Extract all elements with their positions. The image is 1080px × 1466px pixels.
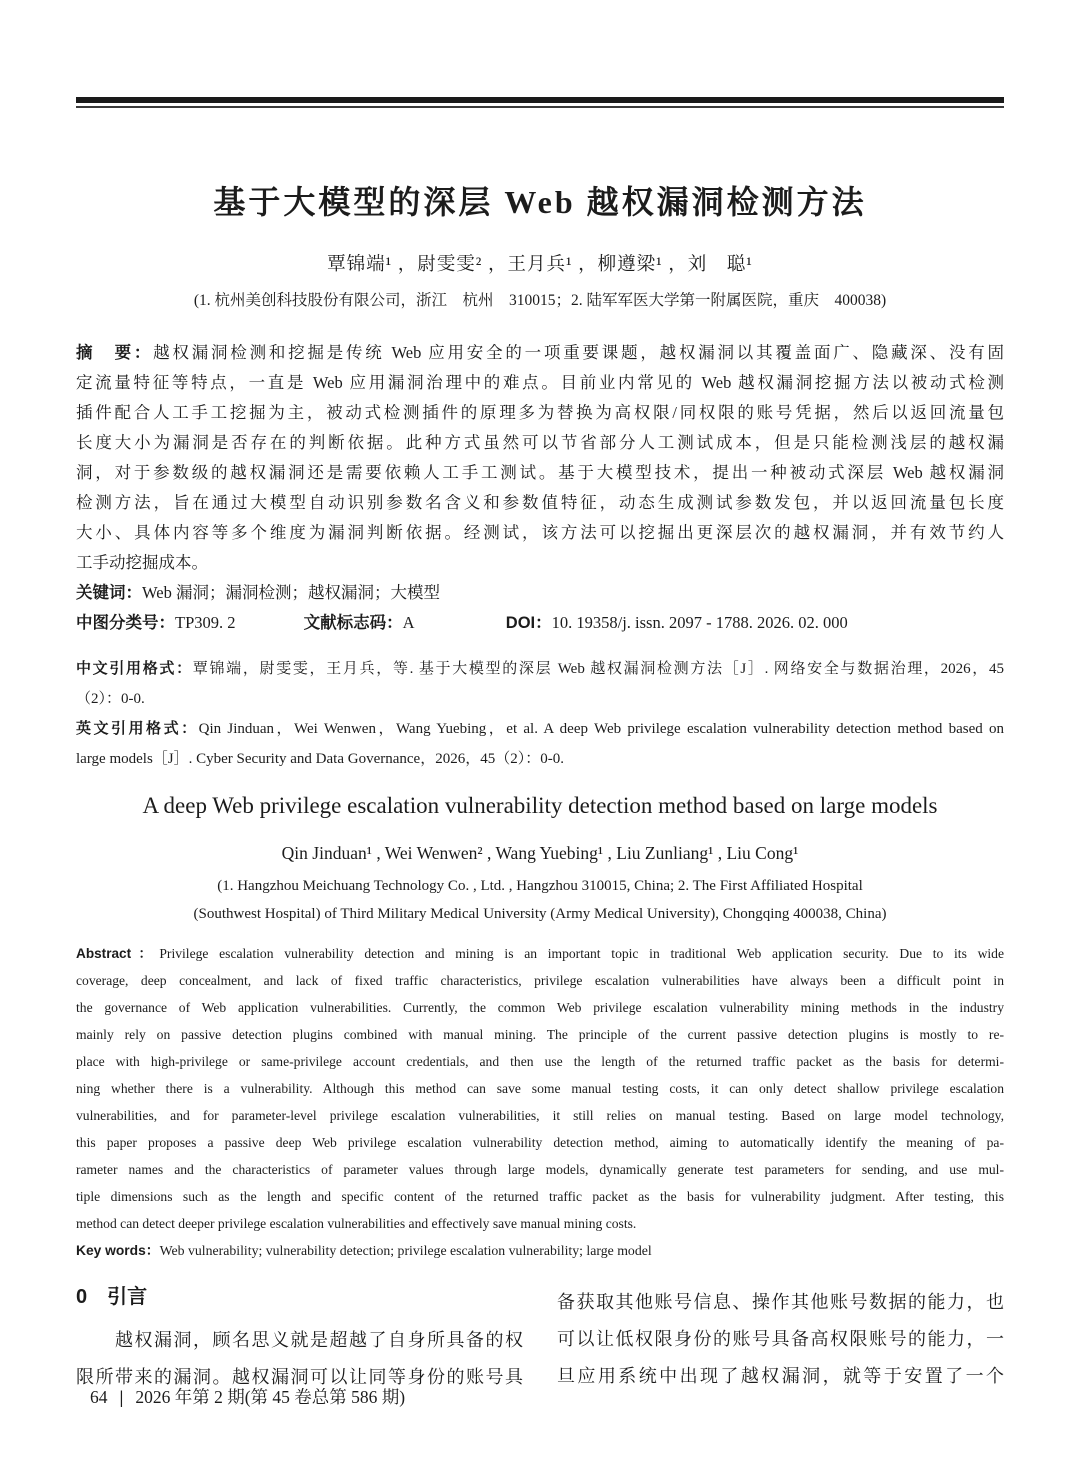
- citation-en-lines: [76, 744, 1004, 774]
- abstract-en-line: mainly rely on passive detection plugins combined with manual mining. The principle of the current passive detection plugins is mostly to re-: [76, 1027, 1004, 1042]
- abstract-en-line: place with high-privilege or same-privilege account credentials, and then use the length of the returned traffic packet as the basis for determi-: [76, 1054, 1004, 1069]
- doi-segment: [506, 613, 848, 632]
- classification-row: [76, 608, 1004, 638]
- abstract-cn-text: 越权漏洞检测和挖掘是传统 Web 应用安全的一项重要课题，越权漏洞以其覆盖面广、隐藏深、没有固: [153, 343, 1005, 362]
- abstract-cn: [76, 338, 1004, 578]
- citation-cn-label: 中文引用格式：: [76, 660, 193, 677]
- affiliation-en: [76, 872, 1004, 928]
- intro-right-column: [557, 1284, 1004, 1396]
- keywords-row-en: [76, 1237, 1004, 1264]
- section-title: 引言: [107, 1286, 148, 1308]
- citation-cn-text: 覃锦端，尉雯雯，王月兵，等. 基于大模型的深层 Web 越权漏洞检测方法［J］. 网络安全与数据治理，2026，45: [192, 661, 1004, 677]
- keywords-cn: Web 漏洞；漏洞检测；越权漏洞；大模型: [142, 583, 440, 602]
- abstract-cn-line: 定流量特征等特点，一直是 Web 应用漏洞治理中的难点。目前业内常见的 Web 越权漏洞挖掘方法以被动式检测: [76, 373, 1004, 392]
- abstract-cn-line: 大小、具体内容等多个维度为漏洞判断依据。经测试，该方法可以挖掘出更深层次的越权漏洞，并有效节约人: [76, 523, 1004, 542]
- affiliation-en-line: (1. Hangzhou Meichuang Technology Co. , Ltd. , Hangzhou 310015, China; 2. The First Affiliated Hospital: [217, 878, 863, 894]
- keywords-label-cn: 关键词：: [76, 584, 142, 602]
- citation-en-label: 英文引用格式：: [76, 720, 199, 737]
- authors-en: Qin Jinduan¹ , Wei Wenwen² , Wang Yuebing¹ , Liu Zunliang¹ , Liu Cong¹: [281, 843, 799, 863]
- affiliation-en-line: (Southwest Hospital) of Third Military Medical University (Army Medical University), Chongqing 400038, China): [193, 906, 887, 922]
- abstract-en-line: ning whether there is a vulnerability. Although this method can save some manual testing costs, it can only detect shallow privilege escalation: [76, 1081, 1004, 1096]
- abstract-en: [76, 940, 1004, 1237]
- doi-value: 10. 19358/j. issn. 2097 - 1788. 2026. 02. 000: [551, 613, 848, 632]
- abstract-label-en: Abstract：: [76, 946, 160, 961]
- abstract-en-lines: [76, 967, 1004, 1237]
- header-rule-thick: [76, 97, 1004, 103]
- section-heading: [76, 1284, 523, 1310]
- intro-right-paragraph: [557, 1284, 1004, 1395]
- abstract-en-text: Privilege escalation vulnerability detection and mining is an important topic in traditional Web application security. Due to its wide: [159, 946, 1004, 961]
- affiliation-cn: (1. 杭州美创科技股份有限公司，浙江 杭州 310015；2. 陆军军医大学第一附属医院，重庆 400038): [193, 292, 887, 309]
- doc-code-label: 文献标志码：: [303, 614, 403, 632]
- intro-text-line: 越权漏洞，顾名思义就是超越了自身所具备的权: [76, 1330, 523, 1350]
- keywords-en: Web vulnerability; vulnerability detection; privilege escalation vulnerability; large model: [159, 1243, 652, 1258]
- footer-separator: |: [119, 1387, 124, 1407]
- doc-code-segment: [304, 613, 414, 632]
- abstract-en-line: coverage, deep concealment, and lack of fixed traffic characteristics, privilege escalation vulnerabilities have always been a difficult point in: [76, 973, 1004, 988]
- paper-title-cn: 基于大模型的深层 Web 越权漏洞检测方法: [213, 184, 867, 220]
- abstract-en-line: the governance of Web application vulnerabilities. Currently, the common Web privilege escalation vulnerability mining methods in the industry: [76, 1000, 1004, 1015]
- abstract-cn-line: 插件配合人工手工挖掘为主，被动式检测插件的原理多为替换为高权限/同权限的账号凭据，然后以返回流量包: [76, 403, 1004, 422]
- abstract-cn-line: 洞，对于参数级的越权漏洞还是需要依赖人工手工测试。基于大模型技术，提出一种被动式深层 Web 越权漏洞: [76, 463, 1004, 482]
- section-number: 0: [76, 1286, 88, 1308]
- page-footer: [90, 1384, 405, 1409]
- abstract-label-cn: 摘 要：: [76, 344, 154, 362]
- clc-value: TP309. 2: [175, 613, 236, 632]
- abstract-en-line: this paper proposes a passive deep Web privilege escalation vulnerability detection method, aiming to automatically identify the meaning of pa-: [76, 1135, 1004, 1150]
- abstract-cn-line: 长度大小为漏洞是否存在的判断依据。此种方式虽然可以节省部分人工测试成本，但是只能检测浅层的越权漏: [76, 433, 1004, 452]
- keywords-row-cn: [76, 578, 1004, 608]
- abstract-cn-line: 检测方法，旨在通过大模型自动识别参数名含义和参数值特征，动态生成测试参数发包，并以返回流量包长度: [76, 493, 1004, 512]
- issue-info: 2026 年第 2 期(第 45 卷总第 586 期): [135, 1387, 406, 1407]
- doc-code-value: A: [402, 613, 414, 632]
- page-number: 64: [90, 1387, 108, 1407]
- intro-columns: [76, 1284, 1004, 1396]
- citation-en-first-line: [76, 714, 1004, 744]
- citation-cn-lines: [76, 684, 1004, 714]
- intro-text-line: 旦应用系统中出现了越权漏洞，就等于安置了一个: [557, 1366, 1004, 1386]
- abstract-en-line: method can detect deeper privilege escalation vulnerabilities and effectively save manual mining costs.: [76, 1216, 637, 1231]
- doi-label: DOI：: [505, 614, 552, 632]
- citation-block: [76, 654, 1004, 774]
- intro-text-line: 可以让低权限身份的账号具备高权限账号的能力，一: [557, 1329, 1004, 1349]
- citation-en-line: large models［J］. Cyber Security and Data Governance，2026，45（2）：0-0.: [76, 751, 564, 767]
- abstract-en-line: vulnerabilities, and for parameter-level privilege escalation vulnerabilities, it still relies on manual testing. Based on large model technology,: [76, 1108, 1004, 1123]
- intro-text-line: 限所带来的漏洞。越权漏洞可以让同等身份的账号具: [76, 1367, 523, 1387]
- intro-left-column: [76, 1284, 523, 1396]
- citation-en-text: Qin Jinduan，Wei Wenwen，Wang Yuebing，et al. A deep Web privilege escalation vulnerability detection method based on: [198, 721, 1004, 737]
- abstract-cn-lines: [76, 368, 1004, 578]
- clc-segment: [76, 613, 236, 632]
- abstract-cn-line: 工手动挖掘成本。: [76, 553, 208, 572]
- citation-cn-first-line: [76, 654, 1004, 684]
- authors-cn: 覃锦端¹ ，尉雯雯² ，王月兵¹ ，柳遵梁¹ ，刘 聪¹: [327, 255, 753, 275]
- abstract-en-line: rameter names and the characteristics of parameter values through large models, dynamically generate test parameters for sending, and use mul-: [76, 1162, 1004, 1177]
- intro-text-line: 备获取其他账号信息、操作其他账号数据的能力，也: [557, 1292, 1004, 1312]
- paper-title-en: A deep Web privilege escalation vulnerability detection method based on large models: [142, 793, 938, 818]
- clc-label: 中图分类号：: [76, 614, 175, 632]
- header-rule-thin: [76, 106, 1004, 108]
- abstract-cn-first-line: [76, 338, 1004, 368]
- page-content: [76, 97, 1004, 1396]
- citation-cn-line: （2）：0-0.: [76, 691, 145, 707]
- keywords-label-en: Key words：: [76, 1243, 160, 1258]
- abstract-en-first-line: [76, 940, 1004, 967]
- abstract-en-line: tiple dimensions such as the length and specific content of the returned traffic packet as the basis for vulnerability judgment. After testing, this: [76, 1189, 1004, 1204]
